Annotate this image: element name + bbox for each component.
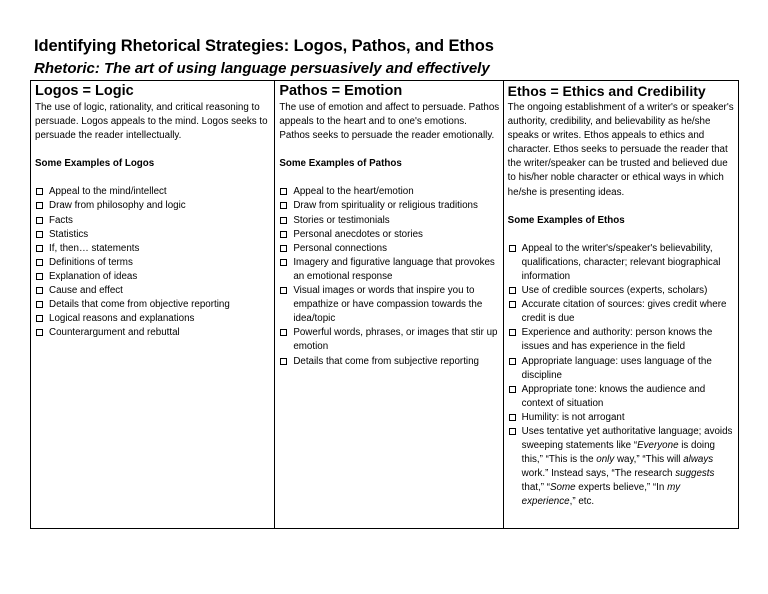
text-run: way,” “This will xyxy=(614,454,684,466)
text-run: ,” etc. xyxy=(569,496,595,508)
example-text xyxy=(522,426,733,507)
example-text: Details that come from subjective reporting xyxy=(293,355,479,367)
ethos-examples-list xyxy=(508,242,735,510)
pathos-examples-list xyxy=(279,185,499,368)
pathos-example-item xyxy=(279,326,499,354)
example-text: Statistics xyxy=(49,228,89,240)
checkbox-icon[interactable] xyxy=(36,329,43,336)
checkbox-icon[interactable] xyxy=(36,217,43,224)
checkbox-icon[interactable] xyxy=(280,358,287,365)
example-text: Appeal to the heart/emotion xyxy=(293,186,414,198)
checkbox-icon[interactable] xyxy=(280,245,287,252)
checkbox-icon[interactable] xyxy=(509,428,516,435)
ethos-description: The ongoing establishment of a writer's or speaker's authority, credibility, and believability as he/she speaks or writes. Ethos appeals to ethics and character. Ethos seeks to persuade the reader that the writer/speaker can be trusted and believed due to his/her noble character or ethical ways in which he/she is presenting ideas. xyxy=(507,102,734,198)
emphasis-run: my experience xyxy=(521,482,681,508)
pathos-column xyxy=(274,81,502,528)
pathos-description: The use of emotion and affect to persuade. Pathos appeals to the heart and to one's emotions. Pathos seeks to persuade the reader emotionally. xyxy=(279,102,500,142)
logos-heading: Logos = Logic xyxy=(35,83,134,99)
checkbox-icon[interactable] xyxy=(280,202,287,209)
ethos-example-item xyxy=(508,284,735,298)
example-text: Use of credible sources (experts, scholars) xyxy=(521,285,708,297)
example-text: Draw from philosophy and logic xyxy=(49,200,186,212)
ethos-example-item xyxy=(508,326,735,354)
logos-example-item xyxy=(35,298,271,312)
emphasis-run: Some xyxy=(549,482,576,494)
checkbox-icon[interactable] xyxy=(36,287,43,294)
logos-example-item xyxy=(35,284,271,298)
checkbox-icon[interactable] xyxy=(509,358,516,365)
example-text: Facts xyxy=(49,214,73,226)
checkbox-icon[interactable] xyxy=(509,329,516,336)
checkbox-icon[interactable] xyxy=(36,231,43,238)
example-text: Personal anecdotes or stories xyxy=(293,228,423,240)
logos-example-item xyxy=(35,242,271,256)
emphasis-run: only xyxy=(596,454,615,466)
example-text: Personal connections xyxy=(293,242,387,254)
example-text: Draw from spirituality or religious traditions xyxy=(293,200,478,212)
checkbox-icon[interactable] xyxy=(509,301,516,308)
ethos-example-item xyxy=(508,355,735,383)
checkbox-icon[interactable] xyxy=(280,259,287,266)
checkbox-icon[interactable] xyxy=(509,414,516,421)
pathos-example-item xyxy=(279,199,499,213)
pathos-example-item xyxy=(279,256,499,284)
example-text: Visual images or words that inspire you to empathize or have compassion towards the idea/topic xyxy=(293,285,483,325)
pathos-example-item xyxy=(279,214,499,228)
text-run: is doing this,” “This is the xyxy=(521,440,716,466)
emphasis-run: Everyone xyxy=(637,440,679,452)
checkbox-icon[interactable] xyxy=(280,329,287,336)
logos-example-item xyxy=(35,228,271,242)
checkbox-icon[interactable] xyxy=(280,217,287,224)
example-text: Details that come from objective reporting xyxy=(49,299,230,311)
logos-example-item xyxy=(35,312,271,326)
checkbox-icon[interactable] xyxy=(509,245,516,252)
checkbox-icon[interactable] xyxy=(36,245,43,252)
pathos-heading: Pathos = Emotion xyxy=(279,83,403,99)
ethos-example-item xyxy=(508,425,735,510)
text-run: work.” Instead says, “The research xyxy=(521,468,676,480)
ethos-examples-heading: Some Examples of Ethos xyxy=(507,214,625,226)
checkbox-icon[interactable] xyxy=(280,188,287,195)
logos-example-item xyxy=(35,256,271,270)
checkbox-icon[interactable] xyxy=(36,188,43,195)
example-text: Humility: is not arrogant xyxy=(521,411,625,423)
text-run: experts believe,” “In xyxy=(575,482,668,494)
checkbox-icon[interactable] xyxy=(36,315,43,322)
example-text: Appropriate language: uses language of the discipline xyxy=(521,355,712,381)
ethos-example-item xyxy=(508,411,735,425)
example-text: Appropriate tone: knows the audience and context of situation xyxy=(521,383,706,409)
pathos-example-item xyxy=(279,185,499,199)
ethos-example-item xyxy=(508,383,735,411)
pathos-examples-heading: Some Examples of Pathos xyxy=(279,158,402,170)
logos-example-item xyxy=(35,326,271,340)
logos-examples-heading: Some Examples of Logos xyxy=(35,158,155,170)
ethos-column xyxy=(503,81,738,528)
logos-column xyxy=(31,81,274,528)
logos-examples-list xyxy=(35,185,271,340)
checkbox-icon[interactable] xyxy=(509,386,516,393)
strategies-table xyxy=(30,80,739,529)
document-title: Identifying Rhetorical Strategies: Logos, Pathos, and Ethos xyxy=(34,37,494,55)
logos-example-item xyxy=(35,270,271,284)
example-text: Accurate citation of sources: gives credit where credit is due xyxy=(521,299,727,325)
logos-description: The use of logic, rationality, and critical reasoning to persuade. Logos appeals to the mind. Logos seeks to persuade the reader intellectually. xyxy=(35,102,268,142)
checkbox-icon[interactable] xyxy=(36,259,43,266)
text-run: Uses tentative yet authoritative language; avoids sweeping statements like “ xyxy=(521,425,733,452)
ethos-heading: Ethos = Ethics and Credibility xyxy=(507,83,706,99)
example-text: Logical reasons and explanations xyxy=(49,313,195,325)
checkbox-icon[interactable] xyxy=(36,273,43,280)
example-text: Appeal to the writer's/speaker's believability, qualifications, character; relevant biographical information xyxy=(521,242,721,282)
document-subtitle: Rhetoric: The art of using language persuasively and effectively xyxy=(34,60,490,77)
logos-example-item xyxy=(35,199,271,213)
checkbox-icon[interactable] xyxy=(36,202,43,209)
checkbox-icon[interactable] xyxy=(280,287,287,294)
example-text: Experience and authority: person knows the issues and has experience in the field xyxy=(521,327,713,353)
example-text: Stories or testimonials xyxy=(293,214,390,226)
example-text: Counterargument and rebuttal xyxy=(49,327,180,339)
pathos-example-item xyxy=(279,284,499,326)
example-text: Cause and effect xyxy=(49,285,123,297)
emphasis-run: always xyxy=(683,454,714,466)
logos-example-item xyxy=(35,214,271,228)
example-text: Powerful words, phrases, or images that stir up emotion xyxy=(293,327,498,353)
pathos-example-item xyxy=(279,242,499,256)
example-text: Explanation of ideas xyxy=(49,270,138,282)
checkbox-icon[interactable] xyxy=(280,231,287,238)
example-text: Imagery and figurative language that provokes an emotional response xyxy=(293,256,495,282)
pathos-example-item xyxy=(279,355,499,369)
emphasis-run: suggests xyxy=(675,468,715,480)
ethos-example-item xyxy=(508,242,735,284)
example-text: Appeal to the mind/intellect xyxy=(49,186,167,198)
text-run: that,” “ xyxy=(521,482,550,494)
ethos-example-item xyxy=(508,298,735,326)
checkbox-icon[interactable] xyxy=(36,301,43,308)
checkbox-icon[interactable] xyxy=(509,287,516,294)
pathos-example-item xyxy=(279,228,499,242)
example-text: Definitions of terms xyxy=(49,256,133,268)
example-text: If, then… statements xyxy=(49,242,140,254)
logos-example-item xyxy=(35,185,271,199)
